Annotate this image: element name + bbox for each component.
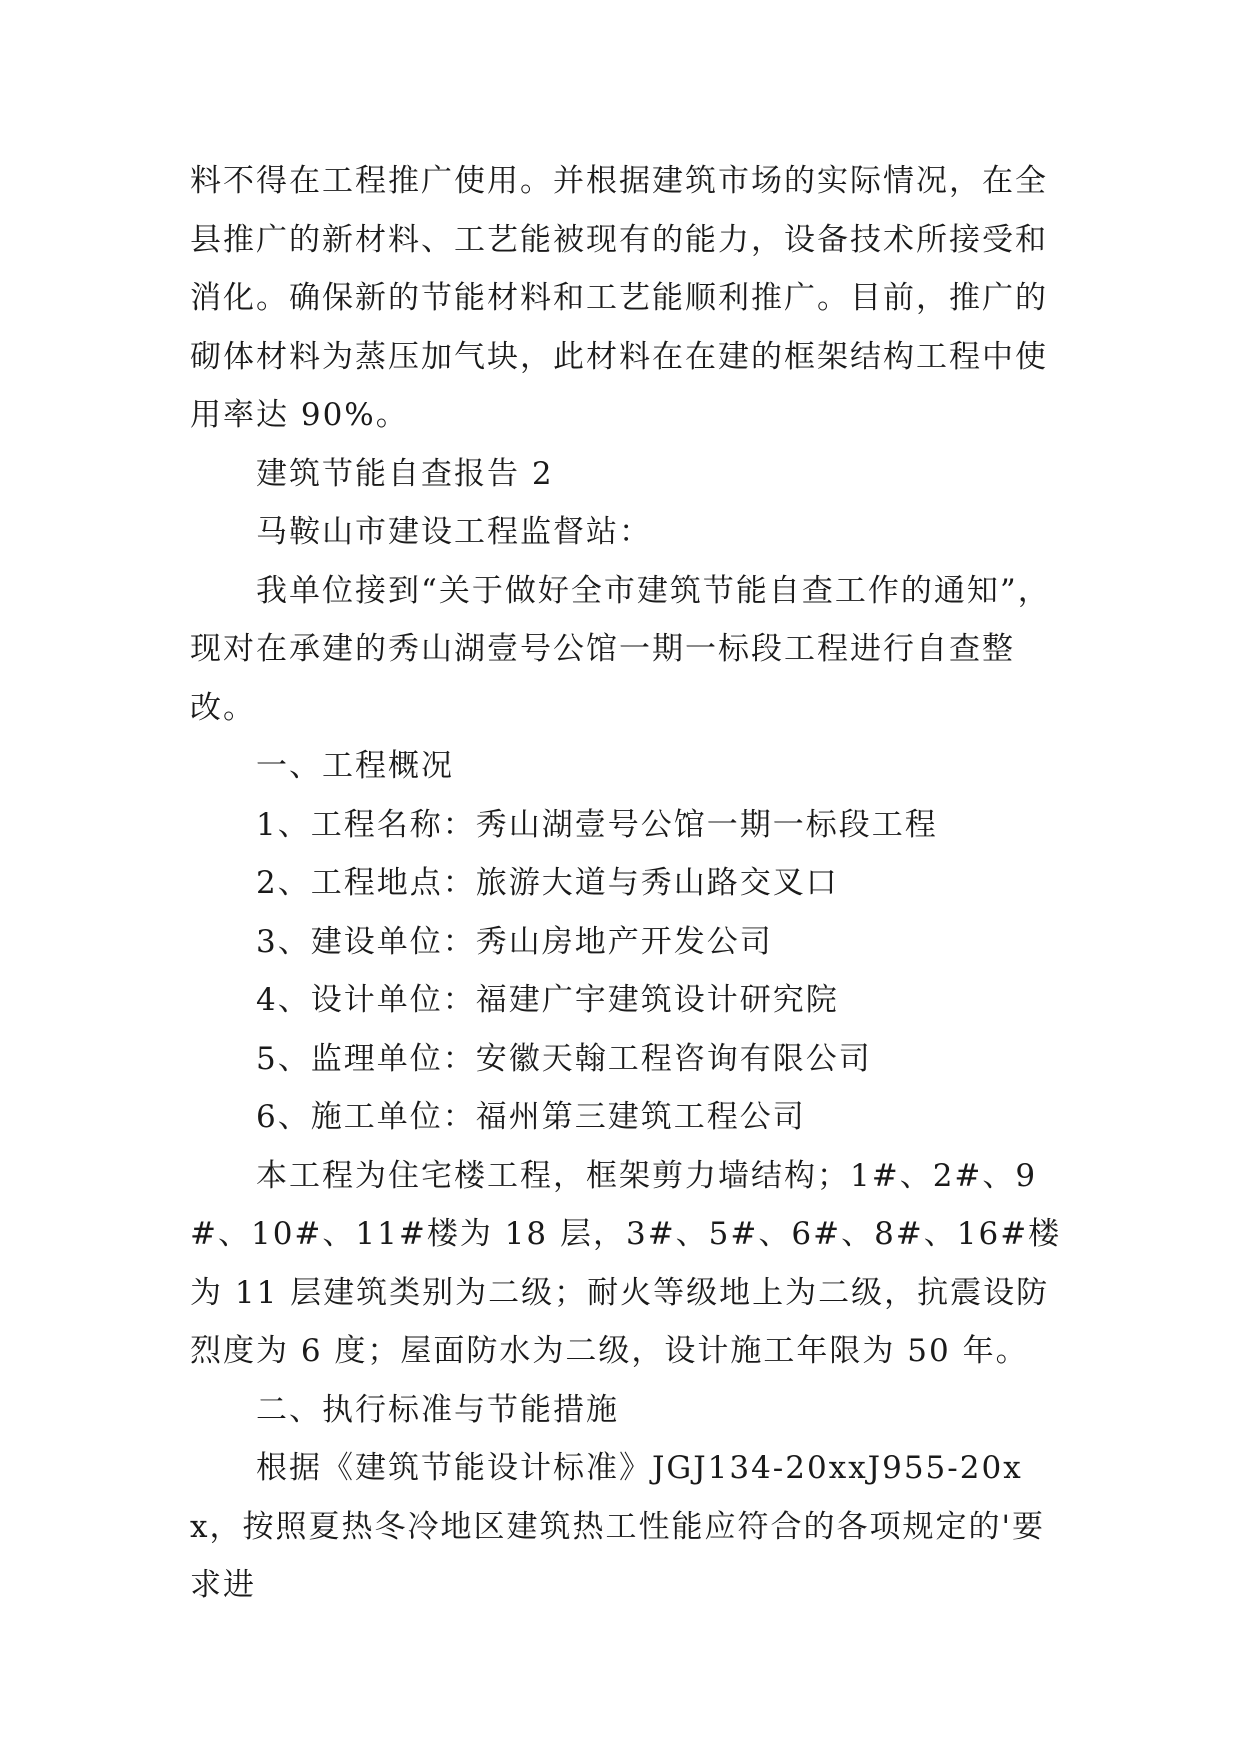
list-item: 5、监理单位：安徽天翰工程咨询有限公司 <box>256 1040 872 1077</box>
list-item: 3、建设单位：秀山房地产开发公司 <box>256 923 773 960</box>
paragraph-continuation: 料不得在工程推广使用。并根据建筑市场的实际情况，在全县推广的新材料、工艺能被现有的能力，设备技术所接受和消化。确保新的节能材料和工艺能顺利推广。目前，推广的砌体材料为蒸压加气块，此材料在在建的框架结构工程中使用率达 90%。 <box>190 163 1048 433</box>
list-item: 6、施工单位：福州第三建筑工程公司 <box>256 1099 806 1135</box>
paragraph-project-description: 本工程为住宅楼工程，框架剪力墙结构；1#、2#、9#、10#、11#楼为 18 层，3#、5#、6#、8#、16#楼为 11 层建筑类别为二级；耐火等级地上为二级，抗震设防烈度为 6 度；屋面防水为二级，设计施工年限为 50 年。 <box>190 1157 1062 1369</box>
section-heading-standards: 二、执行标准与节能措施 <box>256 1391 619 1428</box>
section-heading-overview: 一、工程概况 <box>256 748 454 784</box>
report-title: 建筑节能自查报告 2 <box>256 455 554 492</box>
list-item: 4、设计单位：福建广宇建筑设计研究院 <box>256 982 839 1018</box>
document-body <box>190 152 1065 1615</box>
paragraph-standards: 根据《建筑节能设计标准》JGJ134-20xxJ955-20xx，按照夏热冬冷地区建筑热工性能应符合的各项规定的'要求进 <box>190 1450 1046 1603</box>
addressee: 马鞍山市建设工程监督站： <box>256 514 652 550</box>
paragraph-intro: 我单位接到“关于做好全市建筑节能自查工作的通知”，现对在承建的秀山湖壹号公馆一期一标段工程进行自查整改。 <box>190 572 1051 726</box>
list-item: 2、工程地点：旅游大道与秀山路交叉口 <box>256 865 839 901</box>
list-item: 1、工程名称：秀山湖壹号公馆一期一标段工程 <box>256 806 938 843</box>
